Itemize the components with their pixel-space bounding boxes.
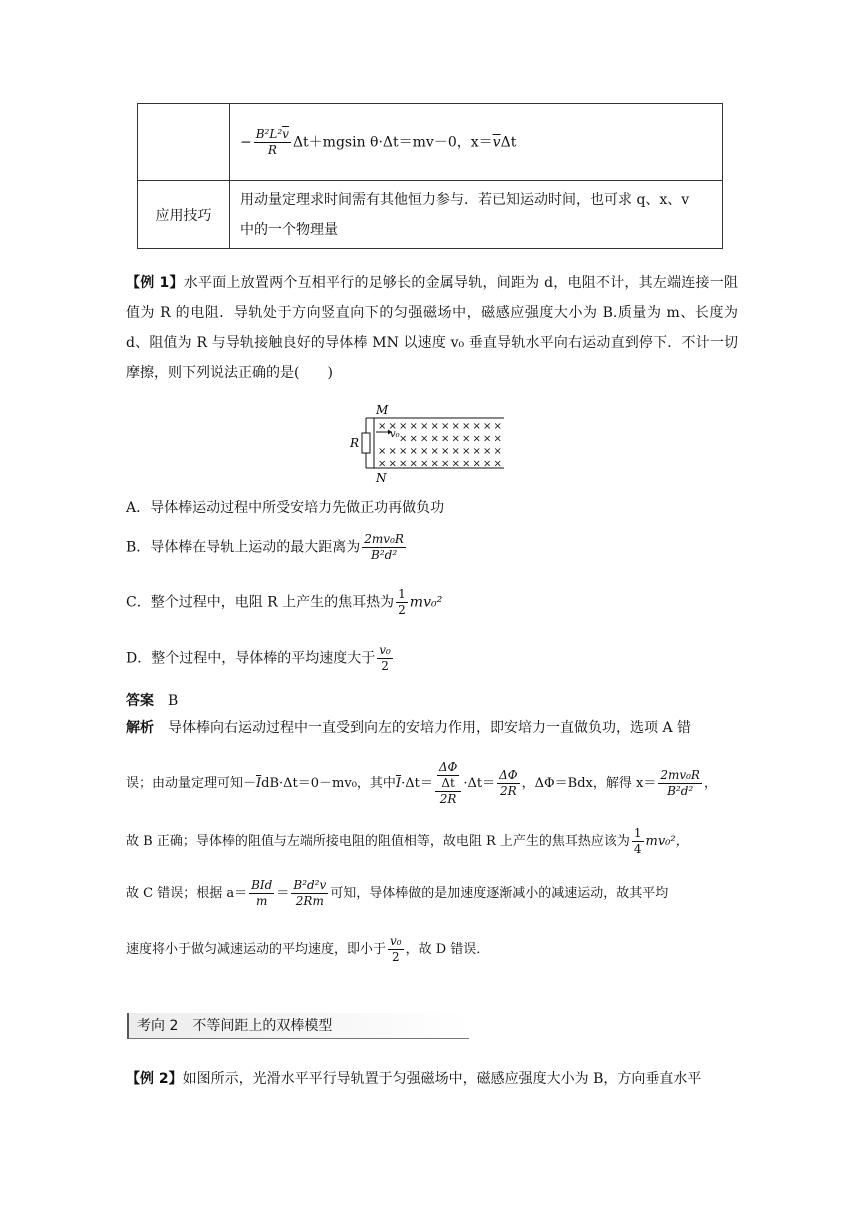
field-cross: × bbox=[430, 433, 439, 445]
example-1-tag: 【例 1】 bbox=[126, 275, 184, 291]
technique-table bbox=[137, 103, 723, 249]
field-cross: × bbox=[409, 421, 418, 432]
table-cell-formula: − $\frac{B^2L^2\overline{v}}{R}$ Δt＋mgsin θ·Δt＝mv－0，$x=\overline{v}\Delta t$ bbox=[230, 104, 723, 181]
field-cross: × bbox=[441, 421, 450, 432]
option-d: D．整个过程中，导体棒的平均速度大于 $\frac{\text{v₀}}{2}$ bbox=[126, 643, 391, 673]
example-2-tag: 【例 2】 bbox=[126, 1071, 183, 1087]
option-c: C．整个过程中，电阻 R 上产生的焦耳热为 $\frac{1}{2}$ mv₀² bbox=[126, 587, 443, 617]
field-cross: × bbox=[462, 433, 471, 445]
field-cross: × bbox=[430, 458, 439, 470]
field-cross: × bbox=[451, 433, 460, 445]
field-cross: × bbox=[430, 421, 439, 432]
section-title: 考向 2 不等间距上的双棒模型 bbox=[137, 1018, 333, 1034]
analysis-line-3: 故 B 正确；导体棒的阻值与左端所接电阻的阻值相等，故电阻 R 上产生的焦耳热应该为 $\frac{1}{4}$ mv₀²， bbox=[126, 826, 689, 856]
field-cross: × bbox=[483, 421, 492, 432]
field-cross: × bbox=[399, 458, 408, 470]
field-cross: × bbox=[388, 458, 397, 470]
example-1-stem: 【例 1】水平面上放置两个互相平行的足够长的金属导轨，间距为 d，电阻不计，其左端连接一阻值为 R 的电阻．导轨处于方向竖直向下的匀强磁场中，磁感应强度大小为 B.质量为 m、长度为 d、阻值为 R 与导轨接触良好的导体棒 MN 以速度 v₀ 垂直导轨水平向右运动直到停下．不计一切摩擦，则下列说法正确的是( ) bbox=[126, 275, 738, 381]
field-cross: × bbox=[420, 421, 429, 432]
field-cross: × bbox=[493, 433, 502, 445]
circuit-figure bbox=[350, 402, 510, 484]
option-a: A．导体棒运动过程中所受安培力先做正功再做负功 bbox=[126, 500, 445, 516]
field-cross: × bbox=[493, 458, 502, 470]
analysis-line-2: 误；由动量定理可知$-\overline{I}dB\cdot\Delta t=0-mv_0$，其中$\overline{I}\cdot\Delta t=$ $\frac{\frac{\Delta\Phi}{\Delta t}}{2R}$ ·Δt＝ $\frac{\Delta\Phi}{2R}$ ，ΔΦ＝Bdx，解得 x＝ $\frac{\text{2mv₀R}}{\text{B²d²}}$ ， bbox=[126, 760, 717, 806]
field-cross: × bbox=[378, 421, 387, 432]
field-cross: × bbox=[483, 433, 492, 445]
analysis-line-4: 故 C 错误；根据 a＝ $\frac{\text{BId}}{m}$ ＝ $\frac{\text{B²d²v}}{2Rm}$ 可知，导体棒做的是加速度逐渐减小的减速运动，故其平均 bbox=[126, 878, 669, 908]
field-cross: × bbox=[472, 458, 481, 470]
field-cross: × bbox=[483, 446, 492, 457]
field-cross: × bbox=[409, 458, 418, 470]
field-cross: × bbox=[399, 433, 408, 445]
field-cross: × bbox=[409, 446, 418, 457]
field-cross: × bbox=[472, 446, 481, 457]
field-cross: × bbox=[441, 458, 450, 470]
field-cross: × bbox=[483, 458, 492, 470]
analysis-line-5: 速度将小于做匀减速运动的平均速度，即小于 $\frac{\text{v₀}}{2}$ ，故 D 错误． bbox=[126, 934, 490, 964]
field-cross: × bbox=[399, 421, 408, 432]
field-cross: × bbox=[378, 458, 387, 470]
resistor-label-R: R bbox=[350, 436, 360, 450]
field-cross: × bbox=[462, 421, 471, 432]
field-cross: × bbox=[493, 446, 502, 457]
answer: 答案 B bbox=[126, 693, 179, 709]
field-cross: × bbox=[388, 446, 397, 457]
field-cross: × bbox=[441, 433, 450, 445]
table-cell-label: 应用技巧 bbox=[138, 181, 230, 249]
field-cross: × bbox=[493, 421, 502, 432]
table-cell-empty bbox=[138, 104, 230, 181]
field-cross: × bbox=[451, 446, 460, 457]
field-cross: × bbox=[441, 446, 450, 457]
field-cross: × bbox=[420, 446, 429, 457]
field-cross: × bbox=[451, 421, 460, 432]
field-cross: × bbox=[462, 458, 471, 470]
field-cross: × bbox=[451, 458, 460, 470]
table-cell-text: 用动量定理求时间需有其他恒力参与．若已知运动时间，也可求 q、x、v 中的一个物理量 bbox=[230, 181, 723, 249]
rod-label-M: M bbox=[376, 403, 389, 417]
field-cross: × bbox=[462, 446, 471, 457]
example-2-stem: 【例 2】如图所示，光滑水平平行导轨置于匀强磁场中，磁感应强度大小为 B，方向垂直水平 bbox=[126, 1071, 702, 1087]
section-heading bbox=[127, 1013, 469, 1039]
velocity-label-v0: v₀ bbox=[390, 429, 400, 440]
option-b: B．导体棒在导轨上运动的最大距离为 $\frac{\text{2mv₀R}}{\text{B²d²}}$ bbox=[126, 532, 404, 562]
field-cross: × bbox=[399, 446, 408, 457]
field-cross: × bbox=[420, 458, 429, 470]
field-cross: × bbox=[430, 446, 439, 457]
field-cross: × bbox=[420, 433, 429, 445]
field-cross: × bbox=[472, 421, 481, 432]
field-cross: × bbox=[409, 433, 418, 445]
field-cross: × bbox=[472, 433, 481, 445]
field-cross: × bbox=[378, 446, 387, 457]
analysis-line-1: 解析 导体棒向右运动过程中一直受到向左的安培力作用，即安培力一直做负功，选项 A 错 bbox=[126, 720, 692, 736]
rod-label-N: N bbox=[376, 471, 387, 484]
field-cross: × bbox=[388, 421, 397, 432]
